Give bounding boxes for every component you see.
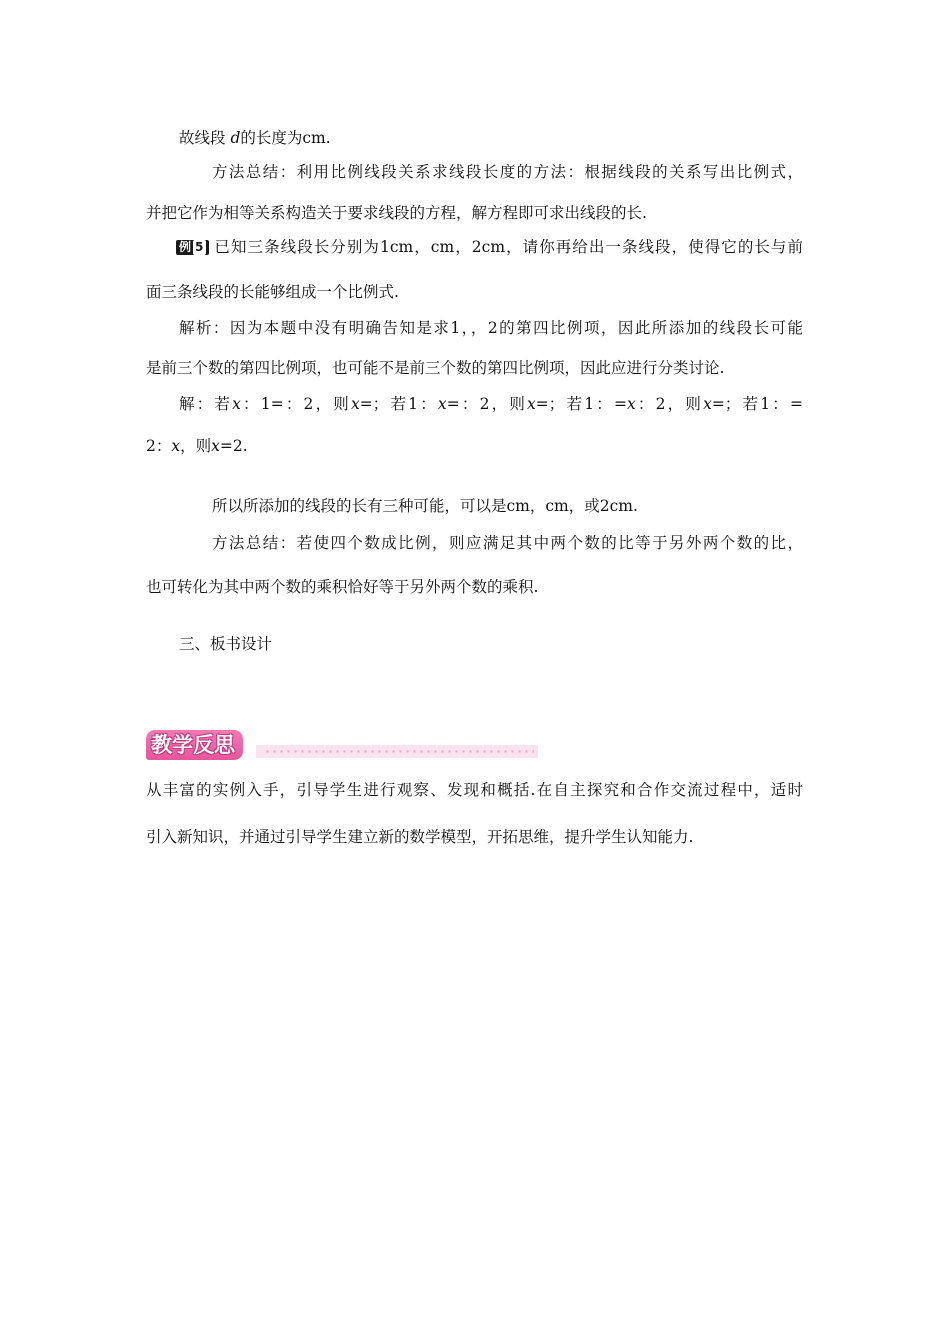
solution-text: 解：若: [179, 395, 233, 413]
solution-text: =；若1：=: [711, 395, 803, 413]
example-5-line-1: [176, 237, 803, 257]
example-5-line-2: 面三条线段的长能够组成一个比例式.: [146, 283, 399, 301]
banner-dots: [264, 750, 534, 753]
solution-text: ：2，则: [635, 395, 704, 413]
analysis-line-2: 是前三个数的第四比例项，也可能不是前三个数的第四比例项，因此应进行分类讨论.: [146, 359, 725, 377]
method-summary-line-2: 并把它作为相等关系构造关于要求线段的方程，解方程即可求出线段的长.: [146, 204, 647, 222]
reflection-paragraph-line-1: 从丰富的实例入手，引导学生进行观察、发现和概括.在自主探究和合作交流过程中，适时: [146, 781, 803, 799]
variable-x: x: [171, 437, 181, 455]
example-5-badge: [176, 240, 209, 255]
solution-text: 2：: [146, 437, 172, 455]
solution-text: =；若1：=: [535, 395, 627, 413]
result-line: 所以所添加的线段的长有三种可能，可以是cm，cm，或2cm.: [212, 497, 638, 515]
summary-line-1: 方法总结：若使四个数成比例，则应满足其中两个数的比等于另外两个数的比，: [212, 534, 803, 552]
variable-x: x: [437, 395, 447, 413]
solution-text: ，则: [180, 437, 212, 455]
analysis-line-1: 解析：因为本题中没有明确告知是求1，，2的第四比例项，因此所添加的线段长可能: [179, 319, 803, 337]
method-summary-line-1: 方法总结：利用比例线段关系求线段长度的方法：根据线段的关系写出比例式，: [212, 163, 803, 181]
answer-text-end: 的长度为cm.: [240, 129, 331, 147]
answer-line: [179, 128, 331, 148]
solution-text: =；若1：: [359, 395, 438, 413]
variable-x: x: [703, 395, 712, 413]
reflection-paragraph-line-2: 引入新知识，并通过引导学生建立新的数学模型，开拓思维，提升学生认知能力.: [146, 828, 694, 846]
teaching-reflection-banner: [146, 730, 538, 762]
solution-text: =：2，则: [446, 395, 528, 413]
solution-line-2: [146, 436, 248, 456]
example-badge-number: 5: [195, 240, 205, 254]
variable-x: x: [211, 437, 220, 455]
solution-text: =2.: [219, 437, 248, 455]
example-5-text: 已知三条线段长分别为1cm，cm，2cm，请你再给出一条线段，使得它的长与前: [213, 238, 803, 256]
variable-x: x: [232, 395, 241, 413]
example-badge-label: 例: [179, 240, 193, 254]
variable-x: x: [527, 395, 536, 413]
solution-line-1: [179, 394, 803, 414]
variable-x: x: [351, 395, 360, 413]
teaching-reflection-title: 教学反思: [146, 730, 243, 760]
variable-d: d: [230, 129, 241, 147]
answer-text: 故线段: [179, 129, 231, 147]
solution-text: ：1=：2，则: [240, 395, 351, 413]
summary-line-2: 也可转化为其中两个数的乘积恰好等于另外两个数的乘积.: [146, 578, 539, 596]
variable-x: x: [626, 395, 636, 413]
section-heading: 三、板书设计: [179, 635, 273, 653]
